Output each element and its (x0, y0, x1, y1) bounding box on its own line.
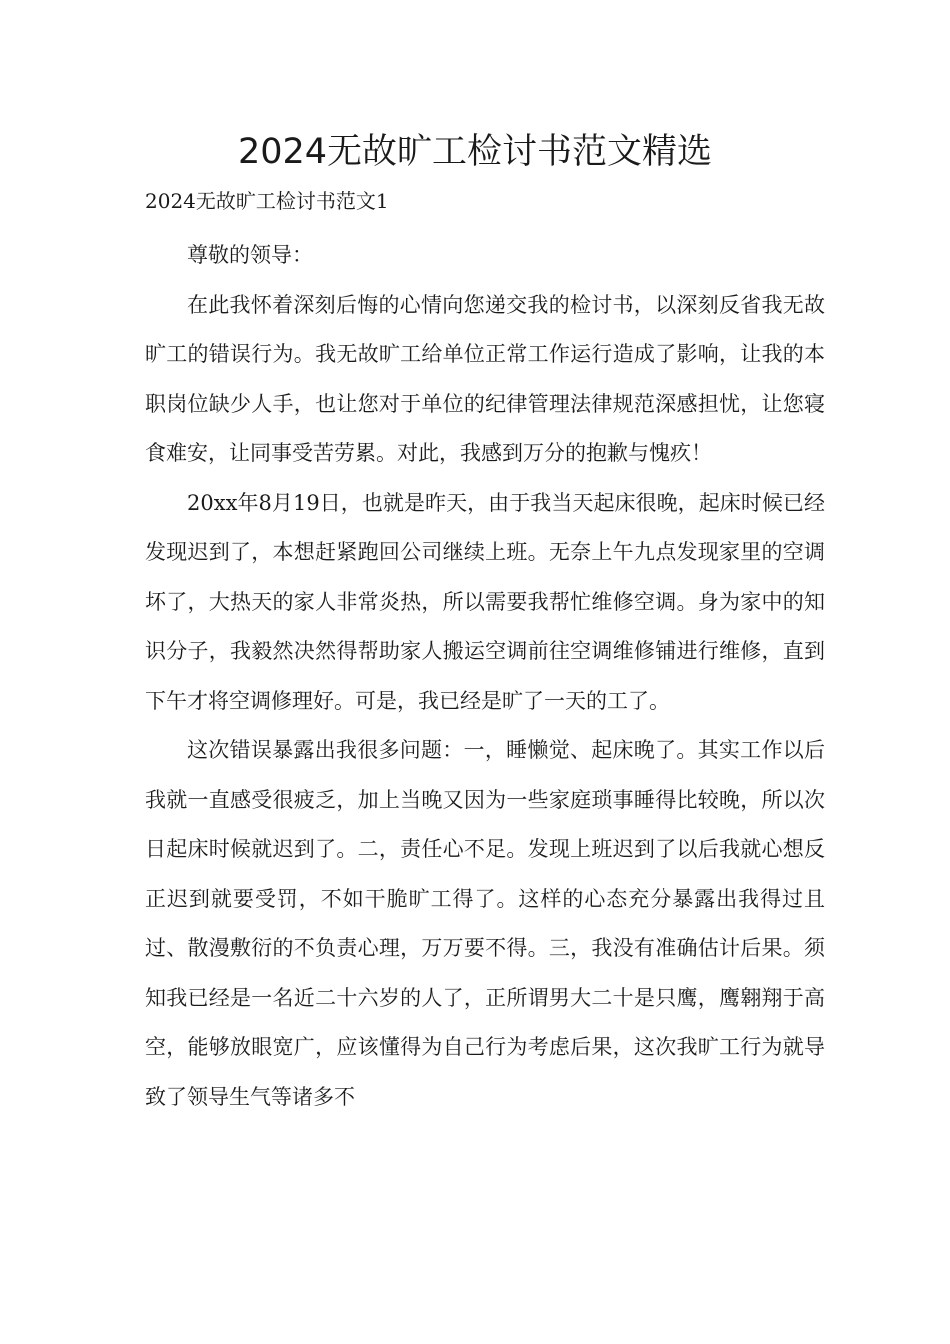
body-paragraph: 在此我怀着深刻后悔的心情向您递交我的检讨书，以深刻反省我无故旷工的错误行为。我无故旷工给单位正常工作运行造成了影响，让我的本职岗位缺少人手，也让您对于单位的纪律管理法律规范深感担忧，让您寝食难安，让同事受苦劳累。对此，我感到万分的抱歉与愧疚！ (145, 292, 825, 465)
document-body (145, 231, 825, 1122)
section-heading: 2024无故旷工检讨书范文1 (145, 189, 389, 213)
salutation-paragraph: 尊敬的领导： (187, 243, 313, 267)
body-paragraph: 这次错误暴露出我很多问题：一，睡懒觉、起床晚了。其实工作以后我就一直感受很疲乏，加上当晚又因为一些家庭琐事睡得比较晚，所以次日起床时候就迟到了。二，责任心不足。发现上班迟到了以后我就心想反正迟到就要受罚，不如干脆旷工得了。这样的心态充分暴露出我得过且过、散漫敷衍的不负责心理，万万要不得。三，我没有准确估计后果。须知我已经是一名近二十六岁的人了，正所谓男大二十是只鹰，鹰翱翔于高空，能够放眼宽广，应该懂得为自己行为考虑后果，这次我旷工行为就导致了领导生气等诸多不 (145, 738, 825, 1109)
body-paragraph: 20xx年8月19日，也就是昨天，由于我当天起床很晚，起床时候已经发现迟到了，本想赶紧跑回公司继续上班。无奈上午九点发现家里的空调坏了，大热天的家人非常炎热，所以需要我帮忙维修空调。身为家中的知识分子，我毅然决然得帮助家人搬运空调前往空调维修铺进行维修，直到下午才将空调修理好。可是，我已经是旷了一天的工了。 (145, 490, 825, 713)
document-title: 2024无故旷工检讨书范文精选 (237, 132, 713, 172)
